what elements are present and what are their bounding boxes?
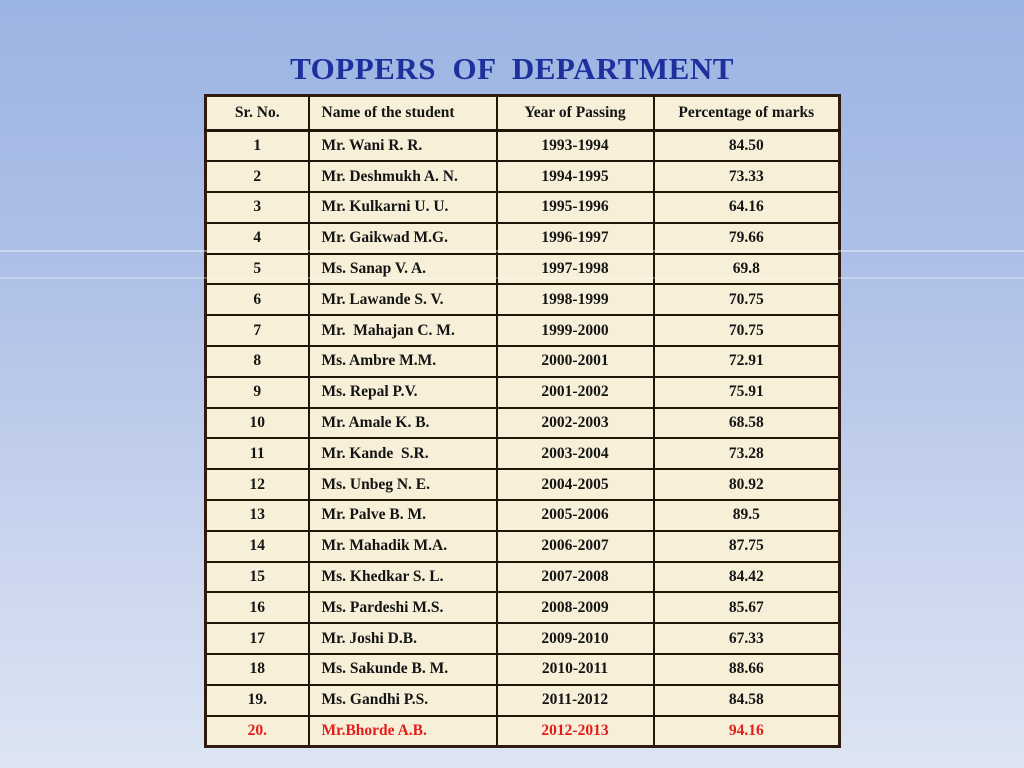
cell-percentage: 73.28 — [654, 438, 840, 469]
cell-student-name: Ms. Sakunde B. M. — [309, 654, 497, 685]
header-sr-no: Sr. No. — [206, 96, 309, 131]
cell-sr-no: 19. — [206, 685, 309, 716]
table-row — [206, 469, 840, 500]
cell-student-name: Mr. Palve B. M. — [309, 500, 497, 531]
cell-year: 2001-2002 — [497, 377, 654, 408]
table-row — [206, 346, 840, 377]
cell-year: 2007-2008 — [497, 562, 654, 593]
cell-student-name: Mr. Deshmukh A. N. — [309, 161, 497, 192]
cell-student-name: Mr. Wani R. R. — [309, 131, 497, 162]
table-header — [206, 96, 840, 131]
cell-year: 2000-2001 — [497, 346, 654, 377]
cell-percentage: 64.16 — [654, 192, 840, 223]
cell-student-name: Mr. Mahadik M.A. — [309, 531, 497, 562]
header-year: Year of Passing — [497, 96, 654, 131]
cell-year: 2008-2009 — [497, 592, 654, 623]
cell-student-name: Ms. Unbeg N. E. — [309, 469, 497, 500]
cell-percentage: 88.66 — [654, 654, 840, 685]
table-row — [206, 500, 840, 531]
slide-title: TOPPERS OF DEPARTMENT — [290, 51, 734, 86]
cell-sr-no: 6 — [206, 284, 309, 315]
table-row — [206, 284, 840, 315]
cell-year: 2005-2006 — [497, 500, 654, 531]
cell-year: 1994-1995 — [497, 161, 654, 192]
cell-year: 2012-2013 — [497, 716, 654, 747]
cell-year: 2010-2011 — [497, 654, 654, 685]
cell-student-name: Mr. Kande S.R. — [309, 438, 497, 469]
table-row — [206, 685, 840, 716]
cell-student-name: Mr. Mahajan C. M. — [309, 315, 497, 346]
table-row — [206, 254, 840, 285]
cell-sr-no: 8 — [206, 346, 309, 377]
cell-sr-no: 15 — [206, 562, 309, 593]
cell-sr-no: 20. — [206, 716, 309, 747]
table-row — [206, 161, 840, 192]
cell-sr-no: 16 — [206, 592, 309, 623]
cell-sr-no: 18 — [206, 654, 309, 685]
cell-percentage: 72.91 — [654, 346, 840, 377]
cell-sr-no: 4 — [206, 223, 309, 254]
cell-student-name: Ms. Sanap V. A. — [309, 254, 497, 285]
cell-sr-no: 13 — [206, 500, 309, 531]
table-row — [206, 223, 840, 254]
cell-percentage: 73.33 — [654, 161, 840, 192]
cell-year: 1996-1997 — [497, 223, 654, 254]
cell-percentage: 89.5 — [654, 500, 840, 531]
table-row — [206, 623, 840, 654]
cell-student-name: Mr. Lawande S. V. — [309, 284, 497, 315]
table-row — [206, 438, 840, 469]
cell-percentage: 70.75 — [654, 284, 840, 315]
cell-student-name: Ms. Ambre M.M. — [309, 346, 497, 377]
cell-year: 1995-1996 — [497, 192, 654, 223]
cell-student-name: Mr.Bhorde A.B. — [309, 716, 497, 747]
cell-percentage: 84.42 — [654, 562, 840, 593]
header-row — [206, 96, 840, 131]
cell-student-name: Mr. Joshi D.B. — [309, 623, 497, 654]
table-row — [206, 131, 840, 162]
cell-percentage: 84.50 — [654, 131, 840, 162]
cell-year: 1993-1994 — [497, 131, 654, 162]
cell-sr-no: 1 — [206, 131, 309, 162]
cell-percentage: 79.66 — [654, 223, 840, 254]
cell-sr-no: 9 — [206, 377, 309, 408]
cell-year: 1999-2000 — [497, 315, 654, 346]
cell-sr-no: 10 — [206, 408, 309, 439]
cell-percentage: 85.67 — [654, 592, 840, 623]
cell-student-name: Mr. Kulkarni U. U. — [309, 192, 497, 223]
cell-student-name: Ms. Khedkar S. L. — [309, 562, 497, 593]
table-row — [206, 315, 840, 346]
cell-sr-no: 14 — [206, 531, 309, 562]
cell-year: 2006-2007 — [497, 531, 654, 562]
cell-year: 2002-2003 — [497, 408, 654, 439]
cell-student-name: Mr. Amale K. B. — [309, 408, 497, 439]
cell-percentage: 67.33 — [654, 623, 840, 654]
cell-year: 2003-2004 — [497, 438, 654, 469]
cell-percentage: 87.75 — [654, 531, 840, 562]
table-row — [206, 408, 840, 439]
cell-percentage: 70.75 — [654, 315, 840, 346]
cell-sr-no: 2 — [206, 161, 309, 192]
cell-percentage: 75.91 — [654, 377, 840, 408]
cell-year: 2011-2012 — [497, 685, 654, 716]
cell-year: 2004-2005 — [497, 469, 654, 500]
cell-percentage: 68.58 — [654, 408, 840, 439]
table-row — [206, 716, 840, 747]
cell-sr-no: 7 — [206, 315, 309, 346]
header-percentage: Percentage of marks — [654, 96, 840, 131]
cell-percentage: 69.8 — [654, 254, 840, 285]
table-row — [206, 562, 840, 593]
toppers-table — [204, 94, 841, 748]
table-row — [206, 377, 840, 408]
table-row — [206, 531, 840, 562]
cell-student-name: Ms. Pardeshi M.S. — [309, 592, 497, 623]
table-body — [206, 131, 840, 747]
cell-percentage: 80.92 — [654, 469, 840, 500]
cell-student-name: Ms. Repal P.V. — [309, 377, 497, 408]
cell-year: 1998-1999 — [497, 284, 654, 315]
cell-year: 1997-1998 — [497, 254, 654, 285]
cell-sr-no: 12 — [206, 469, 309, 500]
table-row — [206, 654, 840, 685]
cell-sr-no: 17 — [206, 623, 309, 654]
cell-year: 2009-2010 — [497, 623, 654, 654]
cell-student-name: Mr. Gaikwad M.G. — [309, 223, 497, 254]
table-row — [206, 192, 840, 223]
cell-sr-no: 3 — [206, 192, 309, 223]
cell-percentage: 84.58 — [654, 685, 840, 716]
cell-sr-no: 5 — [206, 254, 309, 285]
table-row — [206, 592, 840, 623]
cell-sr-no: 11 — [206, 438, 309, 469]
header-name: Name of the student — [309, 96, 497, 131]
cell-percentage: 94.16 — [654, 716, 840, 747]
cell-student-name: Ms. Gandhi P.S. — [309, 685, 497, 716]
